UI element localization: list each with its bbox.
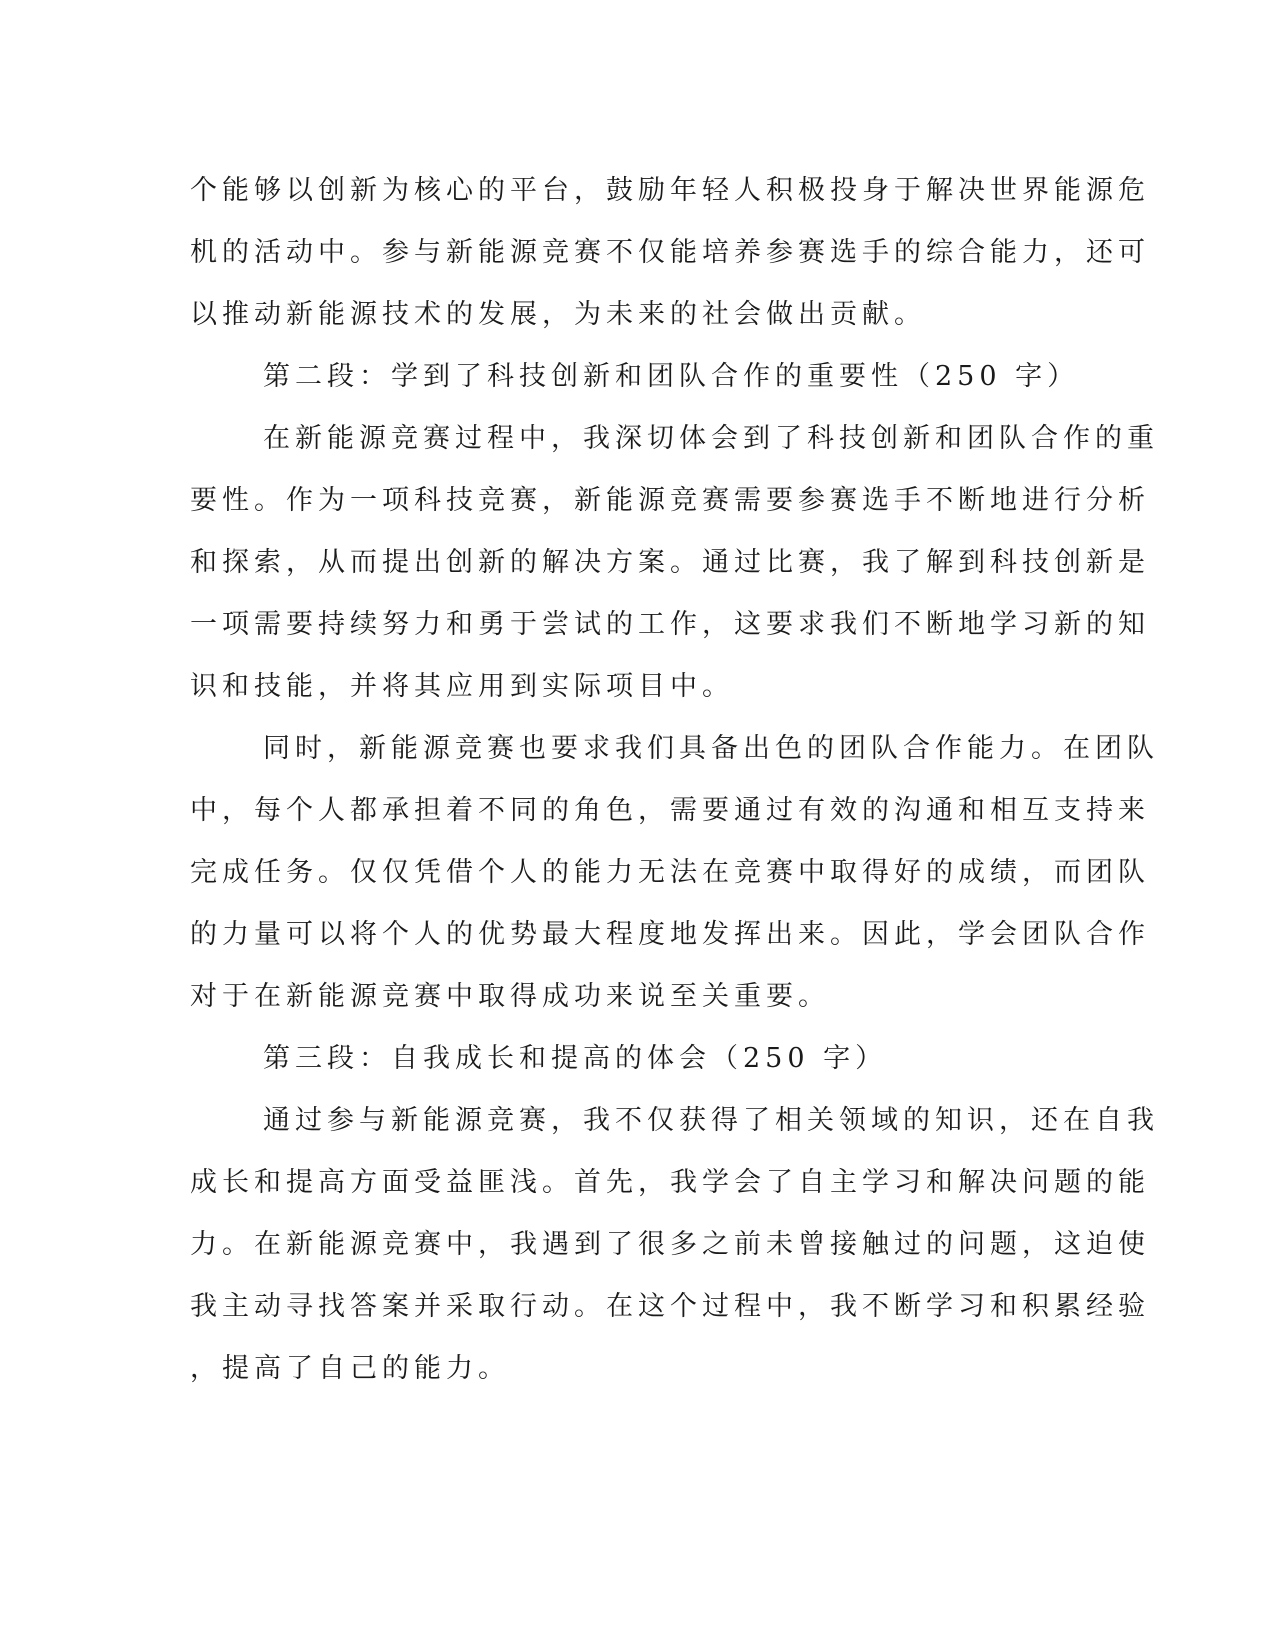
- paragraph-first-line: 同时，新能源竞赛也要求我们具备出色的团队合作能力。在团队: [263, 733, 1159, 764]
- paragraph-line: 识和技能，并将其应用到实际项目中。: [190, 671, 734, 702]
- paragraph-line: 要性。作为一项科技竞赛，新能源竞赛需要参赛选手不断地进行分析: [190, 485, 1150, 516]
- paragraph-line: 一项需要持续努力和勇于尝试的工作，这要求我们不断地学习新的知: [190, 609, 1150, 640]
- paragraph-line: 中，每个人都承担着不同的角色，需要通过有效的沟通和相互支持来: [190, 795, 1150, 826]
- paragraph-continuation-line: 以推动新能源技术的发展，为未来的社会做出贡献。: [190, 299, 926, 330]
- paragraph-continuation-line: 机的活动中。参与新能源竞赛不仅能培养参赛选手的综合能力，还可: [190, 237, 1150, 268]
- paragraph-line: 成长和提高方面受益匪浅。首先，我学会了自主学习和解决问题的能: [190, 1167, 1150, 1198]
- paragraph-line: 的力量可以将个人的优势最大程度地发挥出来。因此，学会团队合作: [190, 919, 1150, 950]
- paragraph-line: 对于在新能源竞赛中取得成功来说至关重要。: [190, 981, 830, 1012]
- section-heading-3: 第三段：自我成长和提高的体会（250 字）: [263, 1043, 888, 1074]
- paragraph-line: 力。在新能源竞赛中，我遇到了很多之前未曾接触过的问题，这迫使: [190, 1229, 1150, 1260]
- paragraph-first-line: 在新能源竞赛过程中，我深切体会到了科技创新和团队合作的重: [263, 423, 1159, 454]
- paragraph-line: 我主动寻找答案并采取行动。在这个过程中，我不断学习和积累经验: [190, 1291, 1150, 1322]
- document-body: [190, 160, 1159, 1400]
- paragraph-first-line: 通过参与新能源竞赛，我不仅获得了相关领域的知识，还在自我: [263, 1105, 1159, 1136]
- paragraph-line: 和探索，从而提出创新的解决方案。通过比赛，我了解到科技创新是: [190, 547, 1150, 578]
- paragraph-line: ，提高了自己的能力。: [190, 1353, 510, 1384]
- paragraph-continuation-line: 个能够以创新为核心的平台，鼓励年轻人积极投身于解决世界能源危: [190, 175, 1150, 206]
- paragraph-line: 完成任务。仅仅凭借个人的能力无法在竞赛中取得好的成绩，而团队: [190, 857, 1150, 888]
- section-heading-2: 第二段：学到了科技创新和团队合作的重要性（250 字）: [263, 361, 1080, 392]
